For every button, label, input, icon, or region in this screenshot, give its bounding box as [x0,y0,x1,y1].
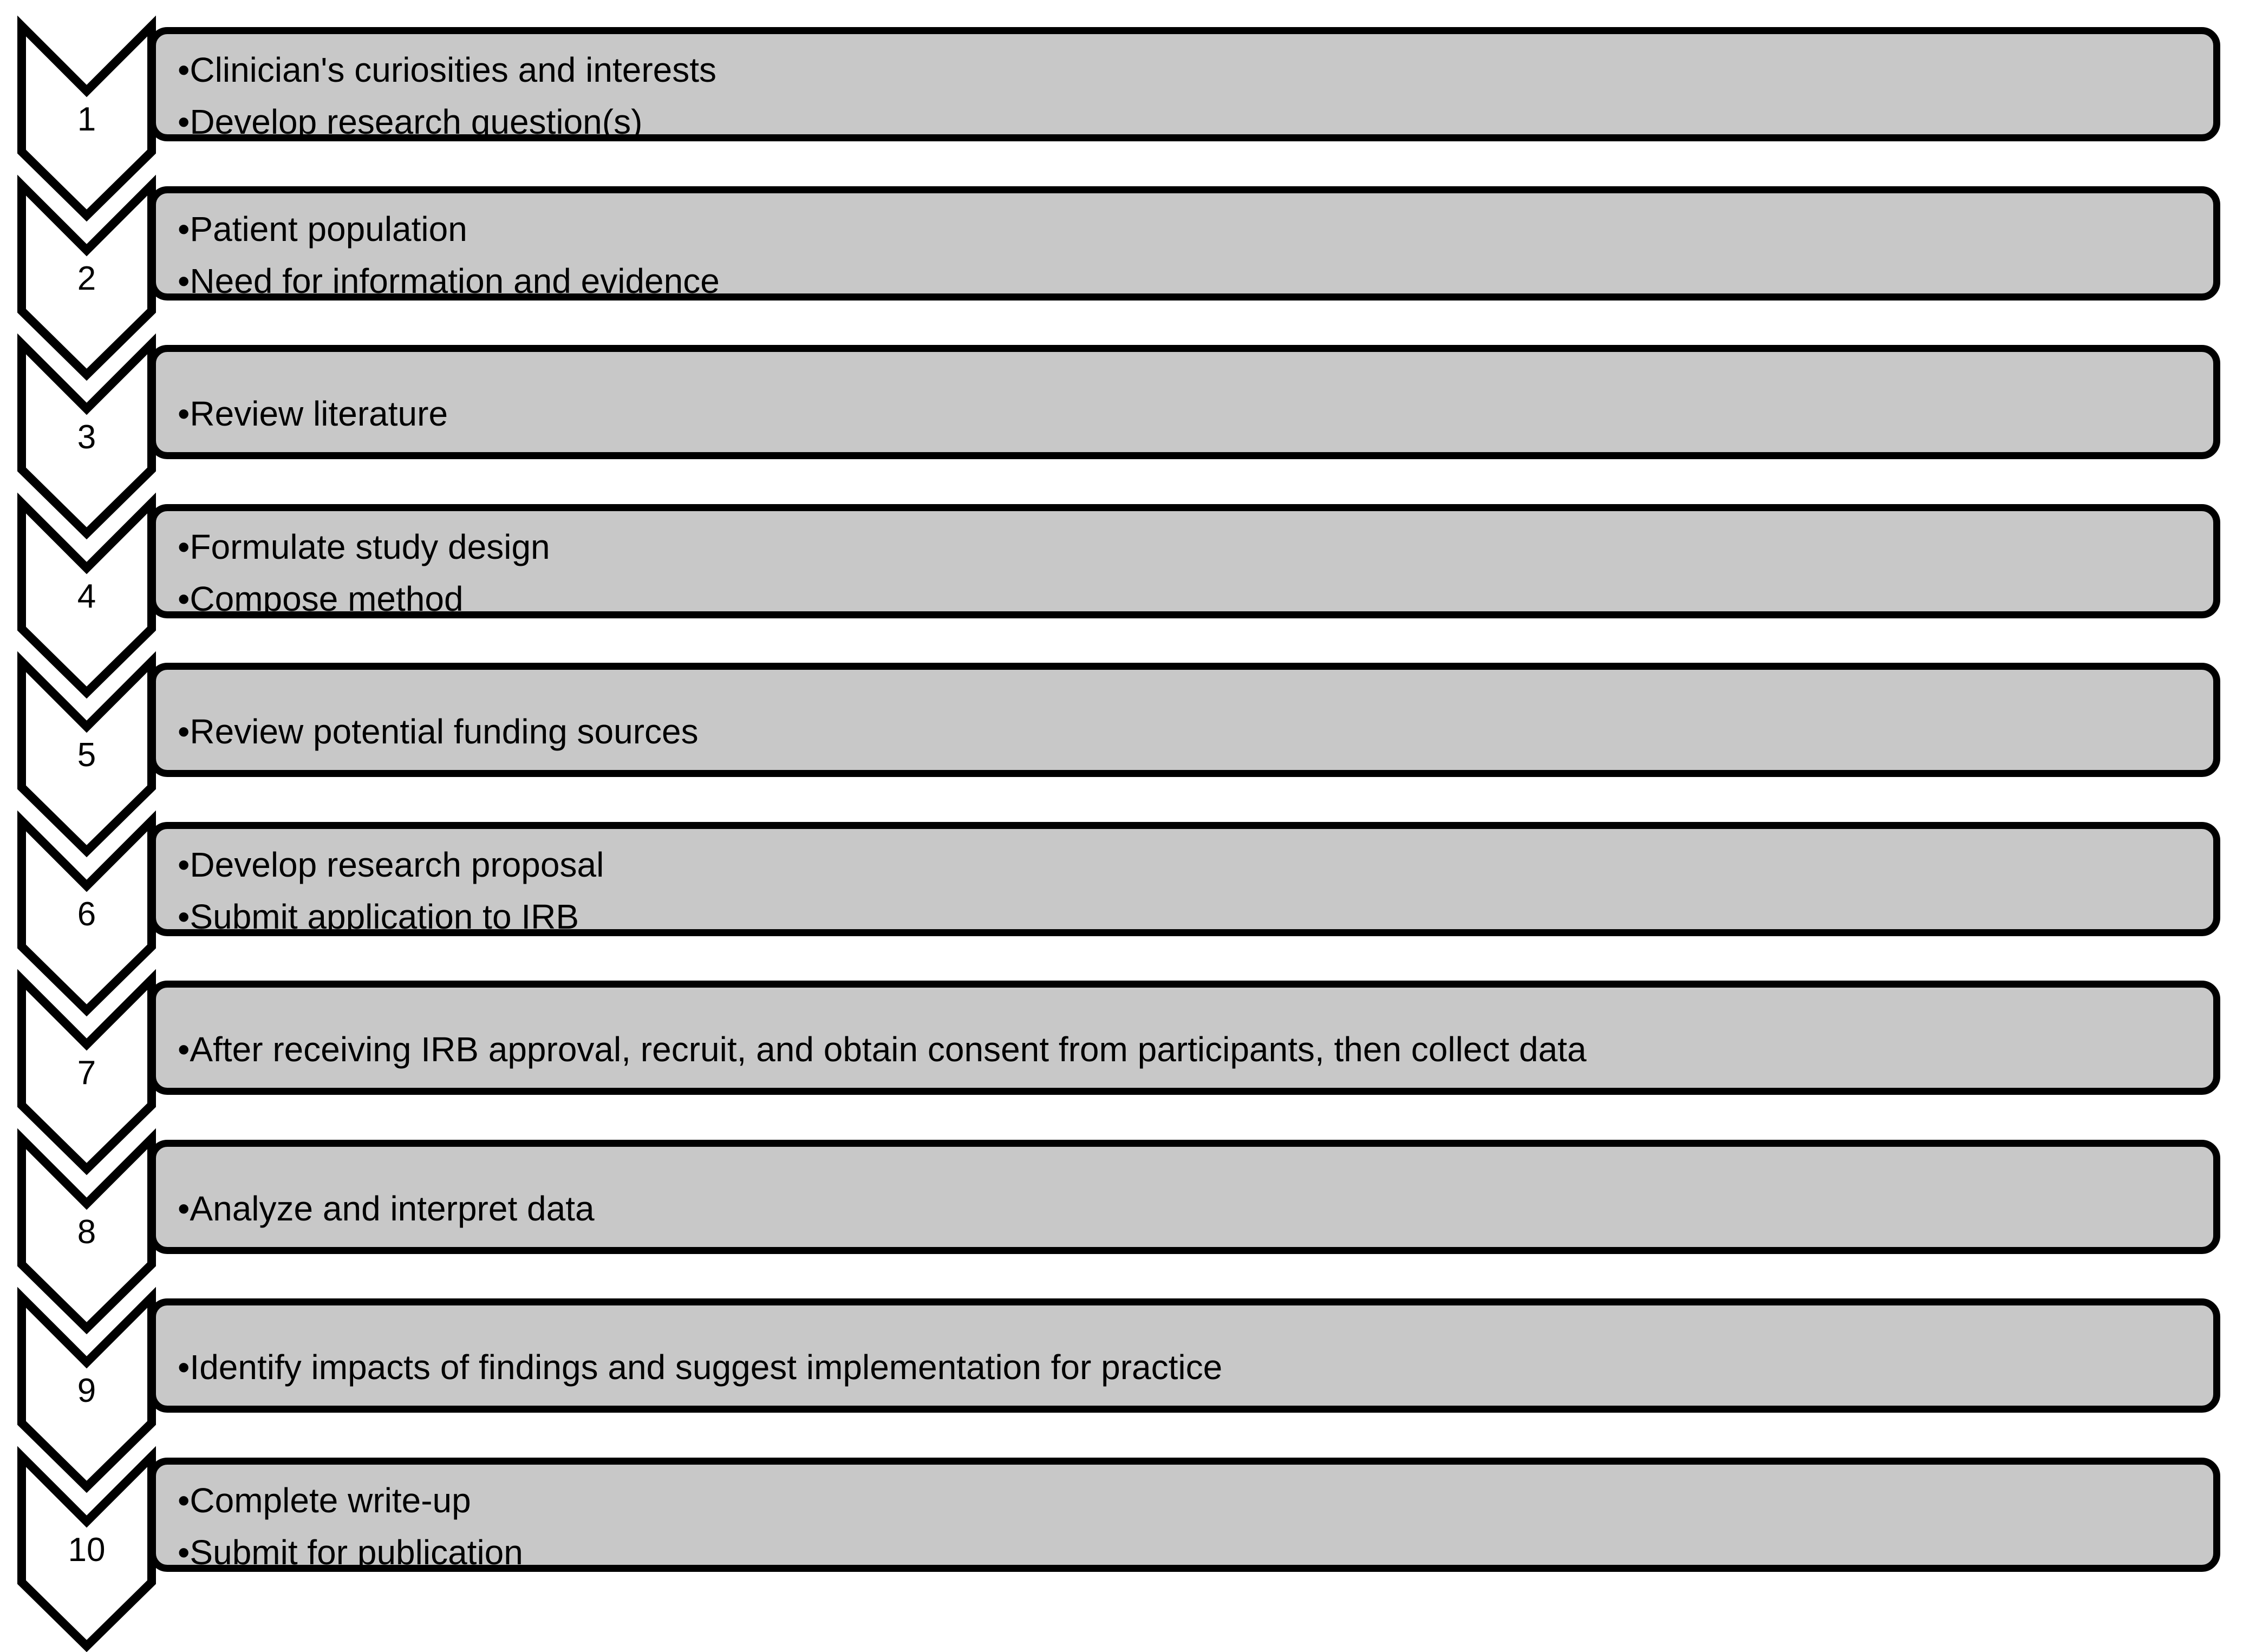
step-bullet: •Submit for publication [178,1532,523,1572]
step-box [149,1458,2220,1572]
step-number: 5 [77,736,96,774]
step-bullet: •Formulate study design [178,527,550,566]
step-bullet: •Review literature [178,394,448,433]
step-box [149,1140,2220,1254]
step-box [149,981,2220,1095]
step-number: 2 [77,259,96,297]
step-bullet: •Analyze and interpret data [178,1189,595,1228]
step-8 [0,1140,2243,1324]
step-number: 7 [77,1054,96,1092]
step-number: 10 [68,1531,106,1569]
step-bullet: •Clinician's curiosities and interests [178,50,717,89]
step-bullet: •Complete write-up [178,1480,471,1520]
step-box [149,27,2220,141]
step-bullet: •Review potential funding sources [178,712,699,751]
step-1 [0,27,2243,211]
step-bullet: •Identify impacts of findings and suggest implementation for practice [178,1348,1223,1387]
step-4 [0,504,2243,688]
step-box [149,345,2220,459]
step-10 [0,1458,2243,1642]
step-bullet: •Submit application to IRB [178,897,579,936]
step-number: 4 [77,577,96,615]
step-9 [0,1298,2243,1483]
step-5 [0,663,2243,847]
step-7 [0,981,2243,1165]
step-bullet: •Compose method [178,579,464,618]
step-number: 6 [77,895,96,933]
step-bullet: •Need for information and evidence [178,261,720,301]
step-box [149,504,2220,618]
step-box [149,663,2220,777]
step-bullet: •Develop research question(s) [178,102,643,141]
step-6 [0,822,2243,1006]
step-3 [0,345,2243,529]
step-number: 1 [77,101,96,138]
step-box [149,822,2220,936]
step-number: 3 [77,419,96,456]
step-box [149,1298,2220,1413]
step-2 [0,186,2243,370]
step-number: 8 [77,1213,96,1251]
step-bullet: •Develop research proposal [178,845,604,884]
step-bullet: •After receiving IRB approval, recruit, and obtain consent from participants, then collect data [178,1030,1587,1069]
step-number: 9 [77,1372,96,1409]
step-bullet: •Patient population [178,209,467,249]
step-box [149,186,2220,301]
